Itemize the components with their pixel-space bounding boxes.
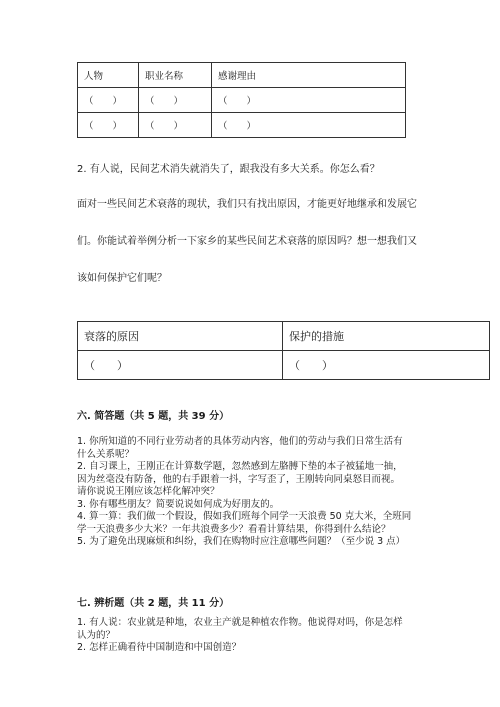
section-6-title: 六. 简答题（共 5 题，共 39 分） [77, 411, 230, 422]
blank-cell[interactable]: （ ） [78, 113, 139, 138]
blank-cell[interactable]: （ ） [283, 351, 490, 380]
header-protection-measure: 保护的措施 [283, 322, 490, 351]
question-line: 2. 怎样正确看待中国制造和中国创造？ [77, 642, 242, 653]
blank-cell[interactable]: （ ） [212, 88, 406, 113]
question-line: 因为丝毫没有防备，他的右手跟着一抖，字写歪了，王刚转向同桌怒目而视。 [77, 473, 401, 485]
blank-cell[interactable]: （ ） [212, 113, 406, 138]
question-line: 请你说说王刚应该怎样化解冲突？ [77, 486, 220, 497]
header-person: 人物 [78, 63, 139, 88]
table-header-row [78, 63, 406, 88]
section-7-title: 七. 辨析题（共 2 题，共 11 分） [77, 598, 230, 609]
table-header-row [78, 322, 490, 351]
table-row [78, 351, 490, 380]
header-reason: 感谢理由 [212, 63, 406, 88]
blank-cell[interactable]: （ ） [139, 113, 212, 138]
question-line: 2. 自习课上，王刚正在计算数学题，忽然感到左胳膊下垫的本子被猛地一抽， [77, 461, 403, 472]
question-line: 认为的？ [77, 629, 116, 641]
decline-protection-table [77, 321, 490, 380]
question-line: 5. 为了避免出现麻烦和纠纷，我们在购物时应注意哪些问题？（至少说 3 点） [77, 536, 406, 547]
header-job-title: 职业名称 [139, 63, 212, 88]
section-7-questions [77, 617, 403, 655]
question-2-prompt: 2. 有人说，民间艺术消失就消失了，跟我没有多大关系。你怎么看？ [77, 164, 380, 175]
blank-cell[interactable]: （ ） [139, 88, 212, 113]
section-6-questions [77, 436, 411, 549]
blank-cell[interactable]: （ ） [78, 88, 139, 113]
gratitude-table [77, 62, 406, 138]
question-2-text-line: 该如何保护它们呢？ [77, 273, 167, 284]
question-2-text-line: 们。你能试着举例分析一下家乡的某些民间艺术衰落的原因吗？想一想我们又 [77, 236, 417, 247]
question-line: 学一天浪费多少大米？一年共浪费多少？看看计算结果，你得到什么结论？ [77, 523, 391, 535]
question-line: 1. 你所知道的不同行业劳动者的具体劳动内容，他们的劳动与我们日常生活有 [77, 436, 403, 447]
question-line: 1. 有人说：农业就是种地，农业主产就是种植农作物。他说得对吗，你是怎样 [77, 617, 403, 628]
blank-cell[interactable]: （ ） [78, 351, 283, 380]
question-line: 什么关系呢？ [77, 448, 135, 460]
question-line: 3. 你有哪些朋友？简要说说如何成为好朋友的。 [77, 498, 280, 510]
question-2-text-line: 面对一些民间艺术衰落的现状，我们只有找出原因，才能更好地继承和发展它 [77, 199, 417, 210]
table-row [78, 88, 406, 113]
table-row [78, 113, 406, 138]
header-decline-reason: 衰落的原因 [78, 322, 283, 351]
question-line: 4. 算一算：我们做一个假设，假如我们班每个同学一天浪费 50 克大米，全班同 [77, 511, 412, 522]
